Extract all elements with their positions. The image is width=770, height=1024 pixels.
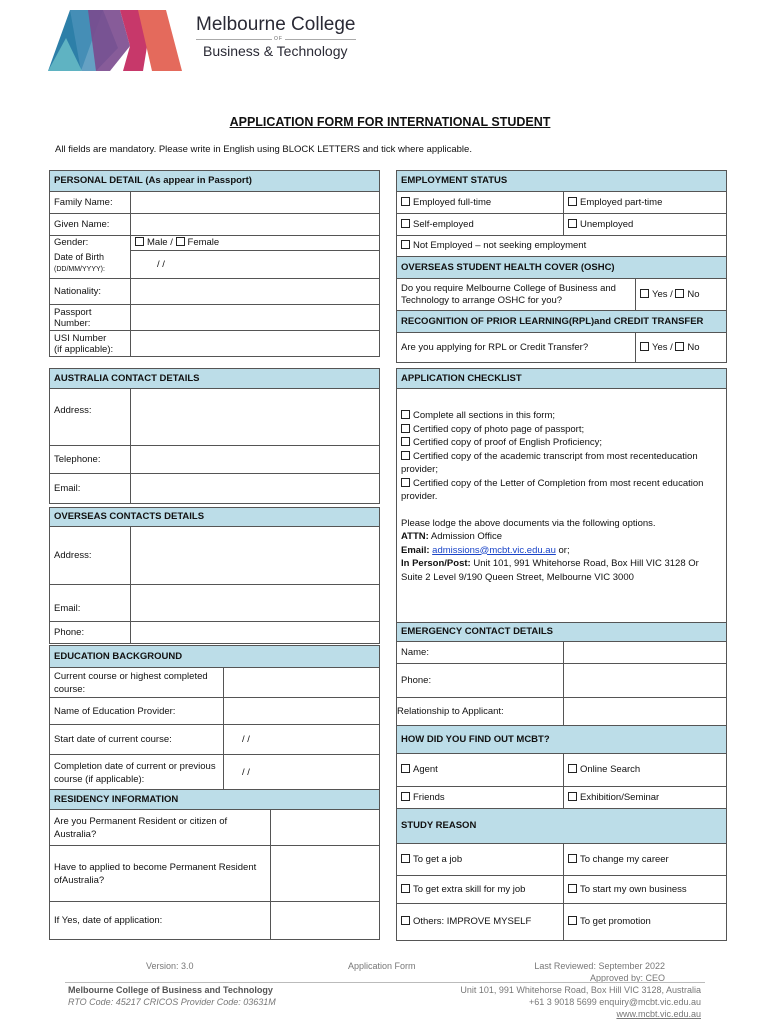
rpl-no-checkbox[interactable] <box>675 342 684 351</box>
form-title: APPLICATION FORM FOR INTERNATIONAL STUDENT <box>229 115 551 129</box>
checklist-item[interactable] <box>401 477 722 504</box>
female-label: Female <box>187 237 220 248</box>
agent-checkbox[interactable] <box>401 764 410 773</box>
others-checkbox[interactable] <box>401 916 410 925</box>
checklist-item-text: Certified copy of proof of English Proficiency; <box>413 437 603 448</box>
exhibition-label: Exhibition/Seminar <box>580 791 660 803</box>
checkbox[interactable] <box>401 410 410 419</box>
promotion-label: To get promotion <box>580 916 651 927</box>
others-option[interactable] <box>397 904 564 941</box>
employment-table <box>396 170 727 363</box>
pr-applied-field[interactable] <box>271 846 380 902</box>
checklist-item-text: Complete all sections in this form; <box>413 410 556 421</box>
nationality-label: Nationality: <box>50 279 131 305</box>
usi-field[interactable] <box>131 331 380 357</box>
overseas-address-label: Address: <box>50 527 131 585</box>
aus-address-label: Address: <box>50 389 131 446</box>
promotion-option[interactable] <box>564 904 727 941</box>
extra-skill-option[interactable] <box>397 876 564 904</box>
pr-date-field[interactable] <box>271 902 380 940</box>
unemployed-option[interactable] <box>564 214 727 236</box>
footer-contact: +61 3 9018 5699 enquiry@mcbt.vic.edu.au <box>528 997 701 1007</box>
personal-details-table <box>49 170 380 357</box>
own-business-option[interactable] <box>564 876 727 904</box>
self-employed-label: Self-employed <box>413 218 474 230</box>
footer-approved: Approved by: CEO <box>589 973 665 983</box>
aus-telephone-label: Telephone: <box>50 446 131 474</box>
lodge-instructions: Please lodge the above documents via the following options. <box>401 517 656 529</box>
residency-table <box>49 789 380 940</box>
post-address: Unit 101, 991 Whitehorse Road, Box Hill VIC 3128 Or <box>473 558 699 569</box>
footer-codes: RTO Code: 45217 CRICOS Provider Code: 03631M <box>68 997 276 1007</box>
dob-field[interactable] <box>131 251 380 279</box>
overseas-contact-table <box>49 507 380 644</box>
not-employed-checkbox[interactable] <box>401 240 410 249</box>
college-name-of: OF <box>274 36 283 42</box>
footer-reviewed: Last Reviewed: September 2022 <box>534 961 665 971</box>
attn-label: ATTN: <box>401 531 429 542</box>
self-employed-checkbox[interactable] <box>401 219 410 228</box>
emergency-name-field[interactable] <box>564 642 727 664</box>
friends-checkbox[interactable] <box>401 792 410 801</box>
male-checkbox[interactable] <box>135 237 144 246</box>
change-career-checkbox[interactable] <box>568 854 577 863</box>
checklist-table <box>396 368 727 623</box>
checklist-item-text: Certified copy of photo page of passport; <box>413 423 585 435</box>
full-time-label: Employed full-time <box>413 196 492 208</box>
checklist-heading: APPLICATION CHECKLIST <box>397 369 727 389</box>
given-name-field[interactable] <box>131 214 380 236</box>
australia-contact-heading: AUSTRALIA CONTACT DETAILS <box>50 369 380 389</box>
current-course-label: Current course or highest completed course: <box>50 668 224 698</box>
online-search-label: Online Search <box>580 764 641 775</box>
employment-heading: EMPLOYMENT STATUS <box>397 171 727 192</box>
passport-field[interactable] <box>131 305 380 331</box>
emergency-table <box>396 622 727 941</box>
checklist-item[interactable] <box>401 436 722 450</box>
completion-date-field[interactable] <box>224 755 380 792</box>
college-name-line1: Melbourne College <box>196 14 356 35</box>
change-career-label: To change my career <box>580 853 669 865</box>
passport-text: Passport <box>54 306 92 318</box>
overseas-address-field[interactable] <box>131 527 380 585</box>
change-career-option[interactable] <box>564 844 727 876</box>
gender-label: Gender: <box>50 236 131 251</box>
overseas-phone-field[interactable] <box>131 622 380 644</box>
nationality-field[interactable] <box>131 279 380 305</box>
education-heading: EDUCATION BACKGROUND <box>50 646 380 668</box>
dob-slashes: / / <box>157 258 165 270</box>
footer-address: Unit 101, 991 Whitehorse Road, Box Hill VIC 3128, Australia <box>460 985 701 995</box>
residency-heading: RESIDENCY INFORMATION <box>50 790 380 810</box>
unemployed-checkbox[interactable] <box>568 219 577 228</box>
email-label: Email: <box>401 544 430 556</box>
oshc-no-label: No <box>687 288 700 300</box>
employed-full-time-option[interactable] <box>397 192 564 214</box>
extra-skill-checkbox[interactable] <box>401 884 410 893</box>
attn-value: Admission Office <box>430 531 503 542</box>
not-employed-label: Not Employed – not seeking employment <box>413 240 587 251</box>
oshc-question: Do you require Melbourne College of Business and Technology to arrange OSHC for you? <box>397 279 636 311</box>
checkbox[interactable] <box>401 437 410 446</box>
provider-field[interactable] <box>224 698 380 725</box>
relationship-label: Relationship to Applicant: <box>397 698 564 726</box>
agent-option[interactable] <box>397 754 564 787</box>
agent-label: Agent <box>413 764 438 775</box>
given-name-label: Given Name: <box>50 214 131 236</box>
oshc-answer[interactable] <box>636 279 727 311</box>
rpl-yes-checkbox[interactable] <box>640 342 649 351</box>
post-address-2: Suite 2 Level 9/190 Queen Street, Melbourne VIC 3000 <box>401 571 634 583</box>
emergency-name-label: Name: <box>397 642 564 664</box>
female-checkbox[interactable] <box>176 237 185 246</box>
checklist-item-text: Certified copy of the Letter of Completion from most recent education provider. <box>401 477 704 502</box>
email-suffix: or; <box>558 544 570 556</box>
online-search-checkbox[interactable] <box>568 764 577 773</box>
emergency-phone-field[interactable] <box>564 664 727 698</box>
college-logo <box>48 8 183 72</box>
aus-telephone-field[interactable] <box>131 446 380 474</box>
australia-contact-table <box>49 368 380 504</box>
checkbox[interactable] <box>401 478 410 487</box>
post-line <box>401 557 722 571</box>
college-name-line2: Business & Technology <box>203 43 348 59</box>
start-date-field[interactable] <box>224 725 380 755</box>
footer-org: Melbourne College of Business and Technology <box>68 985 273 995</box>
dob-format: (DD/MM/YYYY): <box>54 265 105 273</box>
part-time-checkbox[interactable] <box>568 197 577 206</box>
admissions-email-link[interactable]: admissions@mcbt.vic.edu.au <box>432 544 556 556</box>
promotion-checkbox[interactable] <box>568 916 577 925</box>
get-job-label: To get a job <box>413 853 463 865</box>
aus-address-field[interactable] <box>131 389 380 446</box>
get-job-option[interactable] <box>397 844 564 876</box>
rpl-no-label: No <box>687 341 700 353</box>
start-date-label: Start date of current course: <box>50 725 224 755</box>
checklist-body <box>397 389 727 623</box>
rpl-yes-label: Yes / <box>652 341 676 353</box>
family-name-label: Family Name: <box>50 192 131 214</box>
unemployed-label: Unemployed <box>580 218 634 230</box>
dob-label <box>50 251 131 279</box>
rpl-heading: RECOGNITION OF PRIOR LEARNING(RPL)and CREDIT TRANSFER <box>397 311 727 333</box>
footer-form-name: Application Form <box>348 961 416 971</box>
not-employed-option[interactable] <box>397 236 727 257</box>
study-reason-heading: STUDY REASON <box>397 809 727 844</box>
current-course-field[interactable] <box>224 668 380 698</box>
online-search-option[interactable] <box>564 754 727 787</box>
usi-text2: (if applicable): <box>54 343 114 355</box>
checklist-item[interactable] <box>401 409 722 423</box>
passport-text2: Number: <box>54 317 91 329</box>
self-employed-option[interactable] <box>397 214 564 236</box>
relationship-field[interactable] <box>564 698 727 726</box>
checklist-item-text: Certified copy of the academic transcript from most recenteducation provider; <box>401 450 698 475</box>
personal-heading: PERSONAL DETAIL (As appear in Passport) <box>50 171 380 192</box>
gender-options: Male / <box>147 237 176 248</box>
overseas-phone-label: Phone: <box>50 622 131 644</box>
checkbox[interactable] <box>401 451 410 460</box>
completion-date-label: Completion date of current or previous course (if applicable): <box>50 755 224 792</box>
extra-skill-label: To get extra skill for my job <box>413 883 526 895</box>
checklist-item[interactable] <box>401 450 722 477</box>
oshc-yes-label: Yes / <box>652 288 676 300</box>
footer-website-link[interactable]: www.mcbt.vic.edu.au <box>616 1009 701 1019</box>
footer-version: Version: 3.0 <box>146 961 194 971</box>
rpl-answer[interactable] <box>636 333 727 363</box>
dob-text: Date of Birth <box>54 251 105 262</box>
checklist-item[interactable] <box>401 423 722 437</box>
friends-label: Friends <box>413 791 445 803</box>
attn-line <box>401 530 722 544</box>
provider-label: Name of Education Provider: <box>50 698 224 725</box>
completion-date-slashes: / / <box>242 767 250 778</box>
part-time-label: Employed part-time <box>580 196 663 208</box>
pr-question-label: Are you Permanent Resident or citizen of Australia? <box>50 810 271 846</box>
rpl-question: Are you applying for RPL or Credit Transfer? <box>397 333 636 363</box>
full-time-checkbox[interactable] <box>401 197 410 206</box>
oshc-heading: OVERSEAS STUDENT HEALTH COVER (OSHC) <box>397 257 727 279</box>
find-out-heading: HOW DID YOU FIND OUT MCBT? <box>397 726 727 754</box>
pr-applied-label: Have to applied to become Permanent Resident ofAustralia? <box>50 846 271 902</box>
email-line <box>401 544 722 558</box>
employed-part-time-option[interactable] <box>564 192 727 214</box>
family-name-field[interactable] <box>131 192 380 214</box>
oshc-yes-checkbox[interactable] <box>640 289 649 298</box>
overseas-email-field[interactable] <box>131 585 380 622</box>
education-table <box>49 645 380 792</box>
oshc-no-checkbox[interactable] <box>675 289 684 298</box>
own-business-checkbox[interactable] <box>568 884 577 893</box>
pr-question-field[interactable] <box>271 810 380 846</box>
start-date-slashes: / / <box>242 733 250 745</box>
own-business-label: To start my own business <box>580 883 687 895</box>
usi-label <box>50 331 131 357</box>
post-label: In Person/Post: <box>401 558 471 569</box>
overseas-contact-heading: OVERSEAS CONTACTS DETAILS <box>50 508 380 527</box>
aus-email-label: Email: <box>50 474 131 504</box>
others-label: Others: IMPROVE MYSELF <box>413 916 532 927</box>
footer-divider <box>65 982 705 983</box>
emergency-phone-label: Phone: <box>397 664 564 698</box>
checkbox[interactable] <box>401 424 410 433</box>
emergency-heading: EMERGENCY CONTACT DETAILS <box>397 623 727 642</box>
gender-field[interactable] <box>131 236 380 251</box>
pr-date-label: If Yes, date of application: <box>50 902 271 940</box>
overseas-email-label: Email: <box>50 585 131 622</box>
passport-label <box>50 305 131 331</box>
form-instruction: All fields are mandatory. Please write in English using BLOCK LETTERS and tick where applicable. <box>55 144 472 155</box>
usi-text: USI Number <box>54 332 107 344</box>
get-job-checkbox[interactable] <box>401 854 410 863</box>
aus-email-field[interactable] <box>131 474 380 504</box>
exhibition-checkbox[interactable] <box>568 792 577 801</box>
exhibition-option[interactable] <box>564 787 727 809</box>
friends-option[interactable] <box>397 787 564 809</box>
